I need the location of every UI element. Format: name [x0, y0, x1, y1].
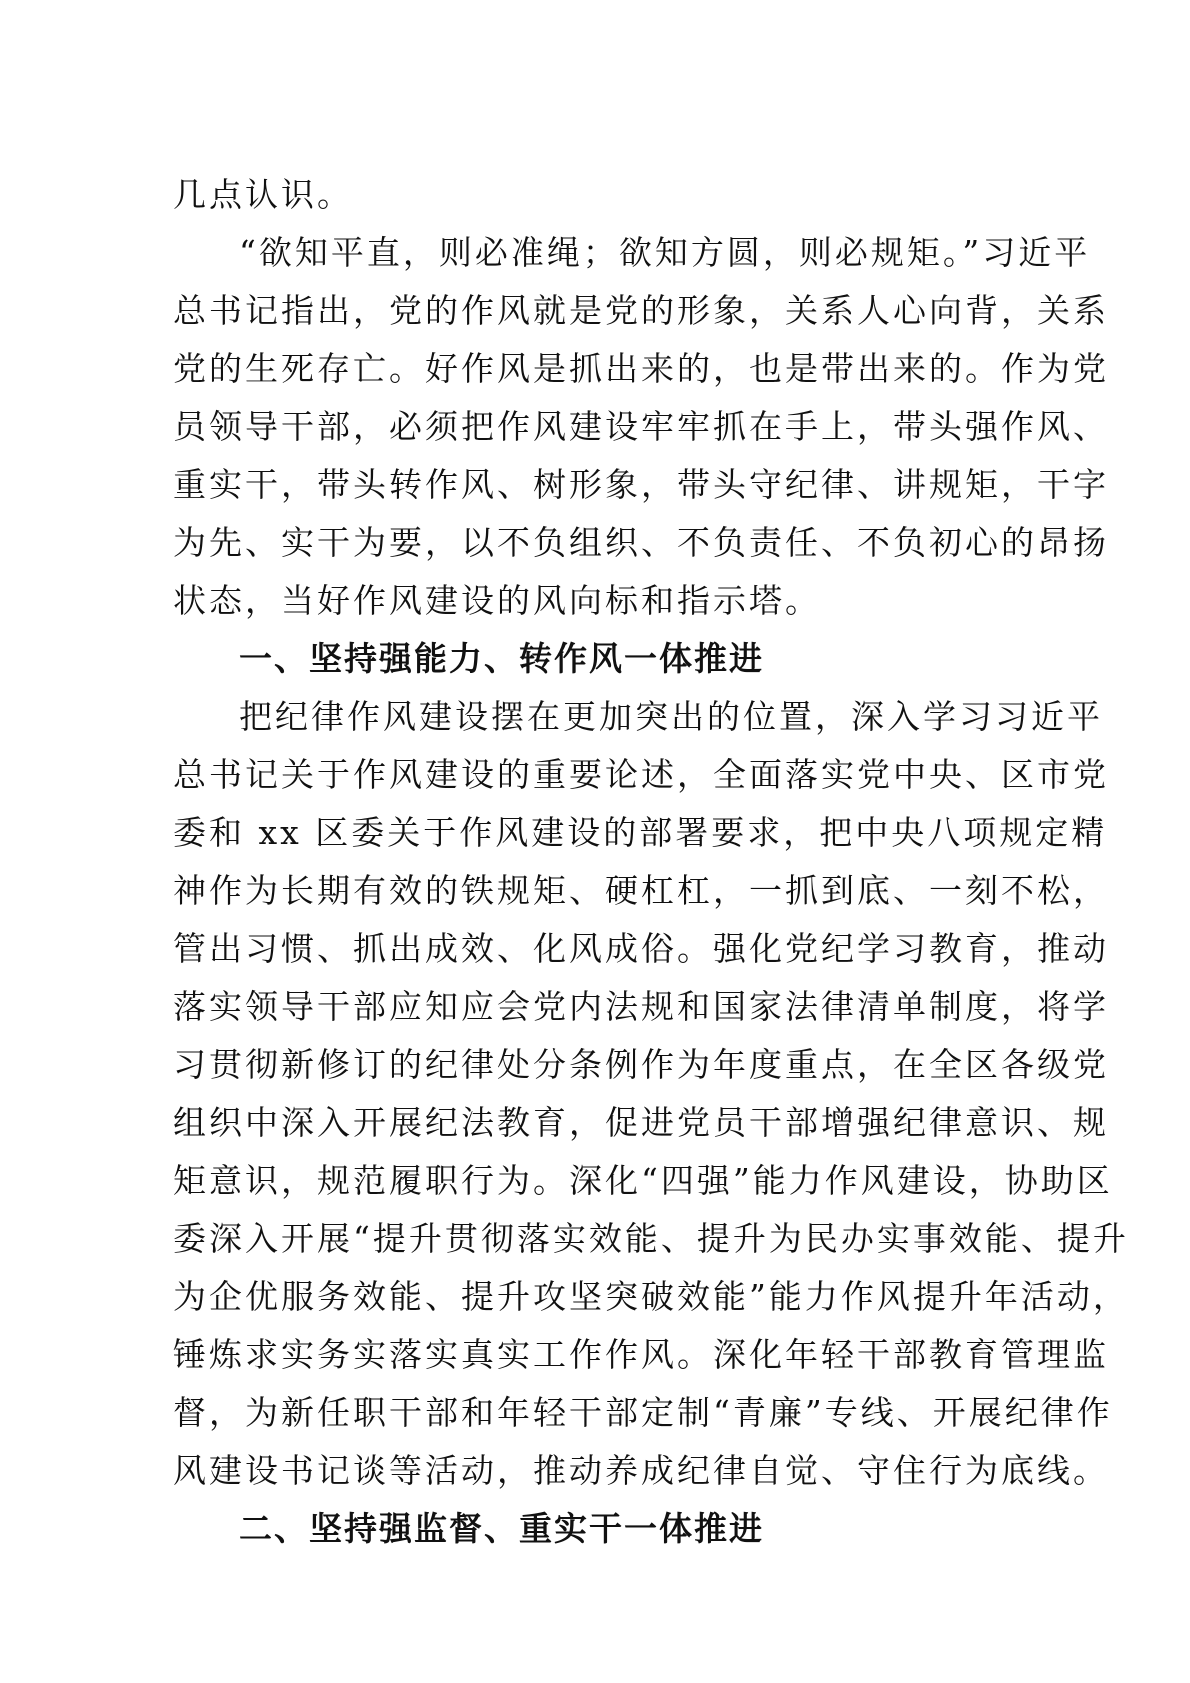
- text-line: 矩意识，规范履职行为。深化“四强”能力作风建设，协助区: [173, 1161, 1113, 1200]
- text-line: 委深入开展“提升贯彻落实效能、提升为民办实事效能、提升: [173, 1219, 1129, 1258]
- text-line: 锤炼求实务实落实真实工作作风。深化年轻干部教育管理监: [173, 1335, 1109, 1374]
- text-line: 员领导干部，必须把作风建设牢牢抓在手上，带头强作风、: [173, 407, 1109, 446]
- text-line: 落实领导干部应知应会党内法规和国家法律清单制度，将学: [173, 987, 1109, 1026]
- paragraph-body: [173, 688, 1129, 1500]
- text-line: 风建设书记谈等活动，推动养成纪律自觉、守住行为底线。: [173, 1451, 1109, 1490]
- text-line: 神作为长期有效的铁规矩、硬杠杠，一抓到底、一刻不松，: [173, 871, 1109, 910]
- text-line: 状态，当好作风建设的风向标和指示塔。: [173, 581, 821, 620]
- document-body: [173, 166, 1129, 1558]
- heading-text: 二、坚持强监督、重实干一体推进: [239, 1509, 764, 1548]
- heading-text: 一、坚持强能力、转作风一体推进: [239, 639, 764, 678]
- section-heading-2: [173, 1500, 1013, 1558]
- text-line: 督，为新任职干部和年轻干部定制“青廉”专线、开展纪律作: [173, 1393, 1113, 1432]
- paragraph-continuation: [173, 166, 1013, 224]
- text-line: 委和 xx 区委关于作风建设的部署要求，把中央八项规定精: [173, 813, 1108, 852]
- text-line: 几点认识。: [173, 175, 353, 214]
- text-line: 总书记指出，党的作风就是党的形象，关系人心向背，关系: [173, 291, 1109, 330]
- text-line: 为企优服务效能、提升攻坚突破效能”能力作风提升年活动，: [173, 1277, 1129, 1316]
- text-line: 把纪律作风建设摆在更加突出的位置，深入学习习近平: [239, 697, 1103, 736]
- section-heading-1: [173, 630, 1013, 688]
- text-line: 为先、实干为要，以不负组织、不负责任、不负初心的昂扬: [173, 523, 1109, 562]
- text-line: 组织中深入开展纪法教育，促进党员干部增强纪律意识、规: [173, 1103, 1109, 1142]
- text-line: 总书记关于作风建设的重要论述，全面落实党中央、区市党: [173, 755, 1109, 794]
- text-line: 管出习惯、抓出成效、化风成俗。强化党纪学习教育，推动: [173, 929, 1109, 968]
- text-line: 习贯彻新修订的纪律处分条例作为年度重点，在全区各级党: [173, 1045, 1109, 1084]
- paragraph-quote: [173, 224, 1109, 630]
- text-line: 重实干，带头转作风、树形象，带头守纪律、讲规矩，干字: [173, 465, 1109, 504]
- text-line: 党的生死存亡。好作风是抓出来的，也是带出来的。作为党: [173, 349, 1109, 388]
- text-line: “欲知平直，则必准绳；欲知方圆，则必规矩。”习近平: [239, 233, 1091, 272]
